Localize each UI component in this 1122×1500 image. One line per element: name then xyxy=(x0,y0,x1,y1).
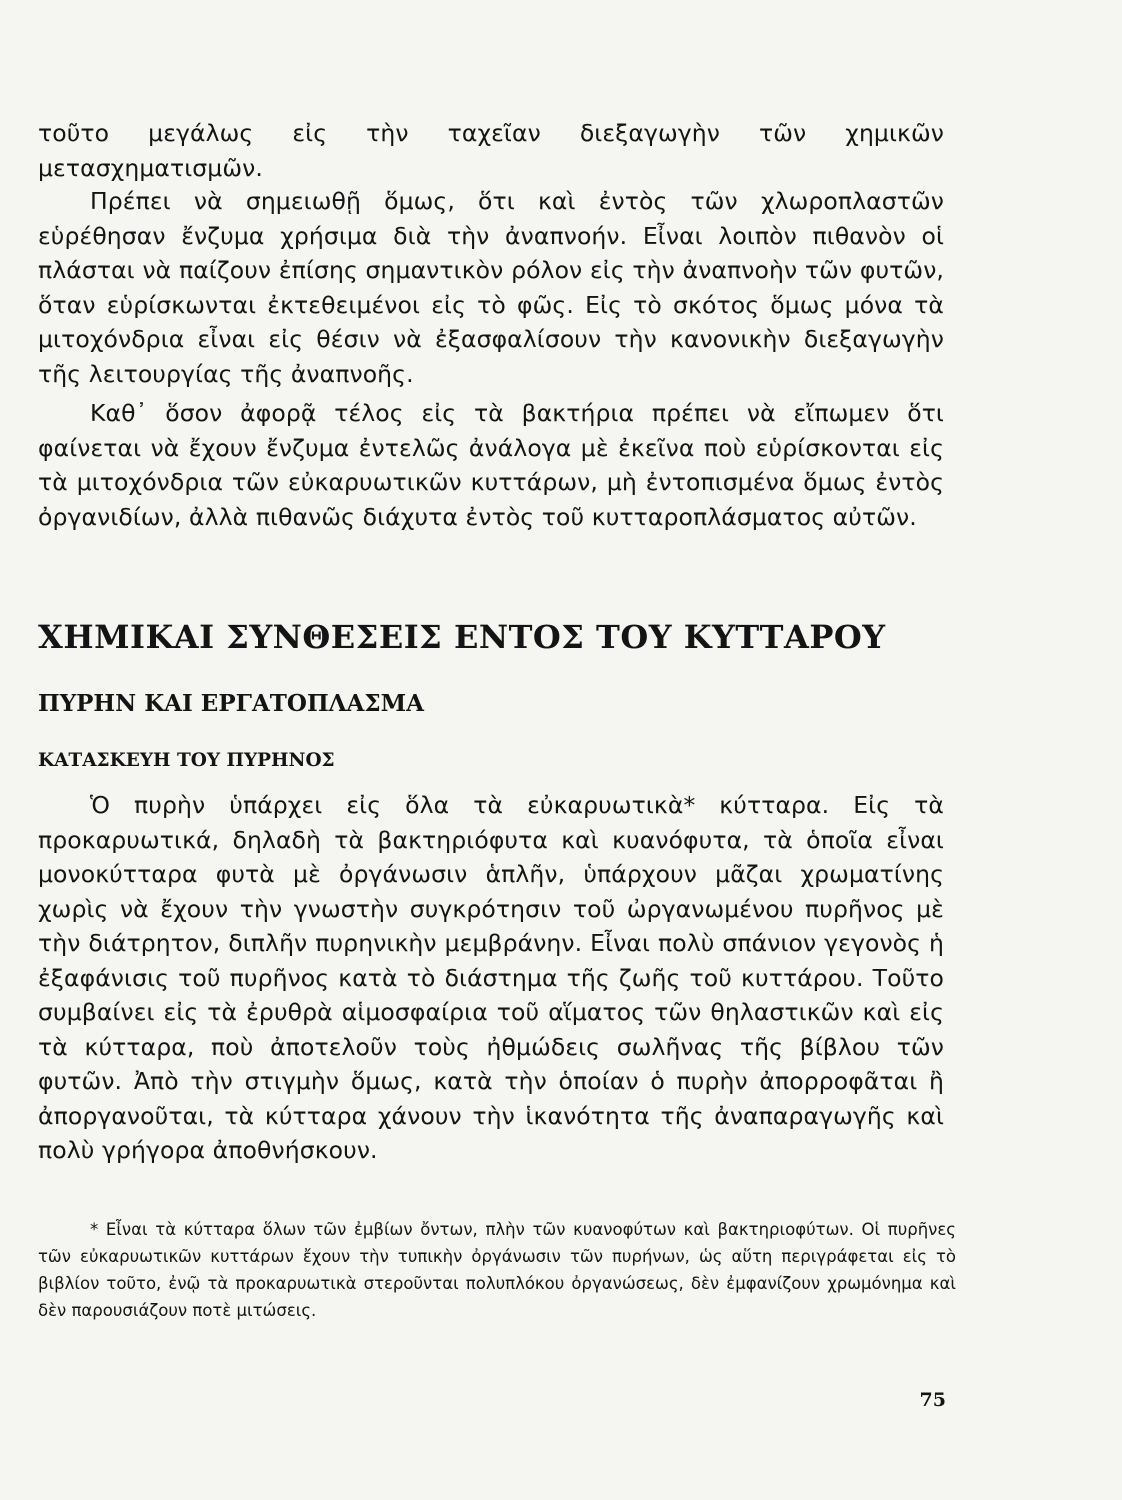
footnote-text: * Εἶναι τὰ κύτταρα ὅλων τῶν ἐμβίων ὄντων, πλὴν τῶν κυανοφύτων καὶ βακτηριοφύτων. Οἱ πυρῆνες τῶν εὐκαρυωτικῶν κυττάρων ἔχουν τὴν τυπικὴν ὀργάνωσιν τῶν πυρήνων, ὡς αὕτη περιγράφεται εἰς τὸ βιβλίον τοῦτο, ἐνῷ τὰ προκαρυωτικὰ στεροῦνται πολυπλόκου ὀργανώσεως, δὲν ἐμφανίζουν χρωμόνημα καὶ δὲν παρουσιάζουν ποτὲ μιτώσεις. xyxy=(38,1220,956,1320)
footnote xyxy=(38,1216,956,1324)
paragraph-nucleus: Ὁ πυρὴν ὑπάρχει εἰς ὅλα τὰ εὐκαρυωτικὰ* κύτταρα. Εἰς τὰ προκαρυωτικά, δηλαδὴ τὰ βακτηριόφυτα καὶ κυανόφυτα, τὰ ὁποῖα εἶναι μονοκύτταρα φυτὰ μὲ ὀργάνωσιν ἁπλῆν, ὑπάρχουν μᾶζαι χρωματίνης χωρὶς νὰ ἔχουν τὴν γνωστὴν συγκρότησιν τοῦ ὠργανωμένου πυρῆνος μὲ τὴν διάτρητον, διπλῆν πυρηνικὴν μεμβράνην. Εἶναι πολὺ σπάνιον γεγονὸς ἡ ἐξαφάνισις τοῦ πυρῆνος κατὰ τὸ διάστημα τῆς ζωῆς τοῦ κυττάρου. Τοῦτο συμβαίνει εἰς τὰ ἐρυθρὰ αἱμοσφαίρια τοῦ αἵματος τῶν θηλαστικῶν καὶ εἰς τὰ κύτταρα, ποὺ ἀποτελοῦν τοὺς ἠθμώδεις σωλῆνας τῆς βίβλου τῶν φυτῶν. Ἀπὸ τὴν στιγμὴν ὅμως, κατὰ τὴν ὁποίαν ὁ πυρὴν ἀπορροφᾶται ἢ ἀποργανοῦται, τὰ κύτταρα χάνουν τὴν ἱκανότητα τῆς ἀναπαραγωγῆς καὶ πολὺ γρήγορα ἀποθνήσκουν. xyxy=(38,791,944,1164)
chapter-heading: ΧΗΜΙΚΑΙ ΣΥΝΘΕΣΕΙΣ ΕΝΤΟΣ ΤΟΥ ΚΥΤΤΑΡΟΥ xyxy=(38,618,886,656)
paragraph-bacteria: Καθ᾽ ὅσον ἀφορᾷ τέλος εἰς τὰ βακτήρια πρέπει νὰ εἴπωμεν ὅτι φαίνεται νὰ ἔχουν ἔνζυμα ἐντελῶς ἀνάλογα μὲ ἐκεῖνα ποὺ εὑρίσκονται εἰς τὰ μιτοχόνδρια τῶν εὐκαρυωτικῶν κυττάρων, μὴ ἐντοπισμένα ὅμως ἐντὸς ὀργανιδίων, ἀλλὰ πιθανῶς διάχυτα ἐντὸς τοῦ κυτταροπλάσματος αὐτῶν. xyxy=(38,399,944,531)
page-number: 75 xyxy=(919,1389,946,1411)
paragraph-continuation: τοῦτο μεγάλως εἰς τὴν ταχεῖαν διεξαγωγὴν τῶν χημικῶν μετασχηματισμῶν. xyxy=(38,119,944,182)
section-heading: ΠΥΡΗΝ ΚΑΙ ΕΡΓΑΤΟΠΛΑΣΜΑ xyxy=(38,690,424,717)
paragraph-chloroplasts: Πρέπει νὰ σημειωθῇ ὅμως, ὅτι καὶ ἐντὸς τῶν χλωροπλαστῶν εὑρέθησαν ἔνζυμα χρήσιμα διὰ τὴν ἀναπνοήν. Εἶναι λοιπὸν πιθανὸν οἱ πλάσται νὰ παίζουν ἐπίσης σημαντικὸν ρόλον εἰς τὴν ἀναπνοὴν τῶν φυτῶν, ὅταν εὑρίσκωνται ἐκτεθειμένοι εἰς τὸ φῶς. Εἰς τὸ σκότος ὅμως μόνα τὰ μιτοχόνδρια εἶναι εἰς θέσιν νὰ ἐξασφαλίσουν τὴν κανονικὴν διεξαγωγὴν τῆς λειτουργίας τῆς ἀναπνοῆς. xyxy=(38,187,944,388)
subsection-heading: ΚΑΤΑΣΚΕΥΗ ΤΟΥ ΠΥΡΗΝΟΣ xyxy=(38,750,335,771)
